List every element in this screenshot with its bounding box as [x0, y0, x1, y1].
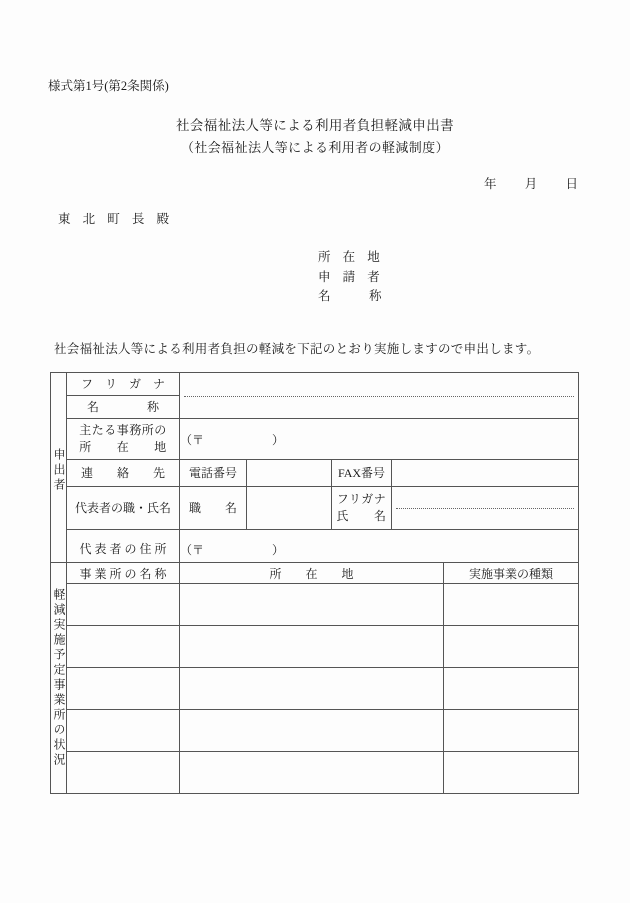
offices-side-label: [51, 563, 67, 794]
label-fax: FAX番号: [332, 460, 392, 487]
page-subtitle: （社会福祉法人等による利用者の軽減制度）: [180, 140, 449, 155]
zip-prefix: （〒: [180, 432, 205, 447]
page-title: 社会福祉法人等による利用者負担軽減申出書: [176, 118, 454, 133]
field-fax[interactable]: [392, 460, 579, 487]
lead-sentence: 社会福祉法人等による利用者負担の軽減を下記のとおり実施しますので申出します。: [54, 342, 540, 356]
label-main-office-line2: 所 在 地: [79, 440, 167, 454]
zip-placeholder-rep: [180, 541, 284, 558]
applicant-side-label-text: 申出者: [52, 448, 66, 493]
cell-office-name[interactable]: [67, 710, 180, 752]
table-row: [51, 460, 579, 487]
field-rep-post[interactable]: [247, 487, 332, 530]
applicant-side-label: [51, 373, 67, 569]
form-number: 様式第1号(第2条関係): [48, 79, 169, 93]
cell-location[interactable]: [180, 752, 444, 794]
cell-service-type[interactable]: [444, 710, 579, 752]
label-post: 職 名: [180, 487, 247, 530]
table-header-row: [51, 563, 579, 584]
applicant-location-label: 所 在 地: [318, 250, 385, 264]
label-main-office-address: [67, 419, 180, 460]
table-row: [51, 668, 579, 710]
cell-location[interactable]: [180, 584, 444, 626]
table-row: [51, 487, 579, 530]
label-telephone: 電話番号: [180, 460, 247, 487]
table-row: [51, 752, 579, 794]
field-rep-name[interactable]: [392, 487, 579, 530]
label-rep-address: 代 表 者 の 住 所: [67, 530, 180, 569]
cell-location[interactable]: [180, 626, 444, 668]
table-row: [51, 710, 579, 752]
date-year-label: 年: [483, 177, 497, 191]
zip-placeholder: [180, 431, 284, 448]
cell-service-type[interactable]: [444, 668, 579, 710]
table-row: [51, 373, 579, 396]
label-rep-name: 氏 名: [336, 509, 387, 523]
cell-service-type[interactable]: [444, 626, 579, 668]
cell-location[interactable]: [180, 710, 444, 752]
cell-office-name[interactable]: [67, 584, 180, 626]
label-rep-furigana-name: [332, 487, 392, 530]
field-main-office-address[interactable]: [180, 419, 579, 460]
applicant-label: 申 請 者: [318, 269, 385, 284]
cell-office-name[interactable]: [67, 752, 180, 794]
rep-name-dotted-rule: [396, 508, 574, 509]
column-header-office-name: 事 業 所 の 名 称: [67, 563, 180, 584]
zip-suffix-rep: ）: [272, 542, 285, 557]
cell-location[interactable]: [180, 668, 444, 710]
label-rep-title-name: 代表者の職・氏名: [67, 487, 180, 530]
zip-suffix: ）: [272, 432, 285, 447]
cell-office-name[interactable]: [67, 668, 180, 710]
column-header-location: 所 在 地: [180, 563, 444, 584]
field-corporation-name[interactable]: [180, 373, 579, 419]
offices-side-label-text: 軽減実施予定事業所の状況: [52, 588, 66, 768]
offices-table: [50, 562, 579, 794]
table-row: [51, 419, 579, 460]
label-contact: 連 絡 先: [67, 460, 180, 487]
label-rep-furigana: フリガナ: [336, 492, 387, 506]
applicant-table: [50, 372, 579, 569]
date-line: [484, 174, 578, 192]
date-day-label: 日: [565, 177, 578, 191]
label-main-office-line1: 主たる事務所の: [79, 423, 167, 437]
addressee: 東 北 町 長 殿: [58, 212, 174, 226]
zip-prefix-rep: （〒: [180, 542, 205, 557]
date-month-label: 月: [524, 177, 538, 191]
applicant-name-label: 名 称: [318, 289, 387, 303]
table-row: [51, 584, 579, 626]
label-name: 名 称: [67, 396, 180, 419]
applicant-signature-block: [318, 248, 386, 307]
furigana-dotted-rule: [184, 396, 574, 397]
cell-office-name[interactable]: [67, 626, 180, 668]
label-furigana: フ リ ガ ナ: [67, 373, 180, 396]
cell-service-type[interactable]: [444, 584, 579, 626]
column-header-service-type: 実施事業の種類: [444, 563, 579, 584]
field-telephone[interactable]: [247, 460, 332, 487]
title-block: [0, 115, 630, 159]
cell-service-type[interactable]: [444, 752, 579, 794]
table-row: [51, 626, 579, 668]
